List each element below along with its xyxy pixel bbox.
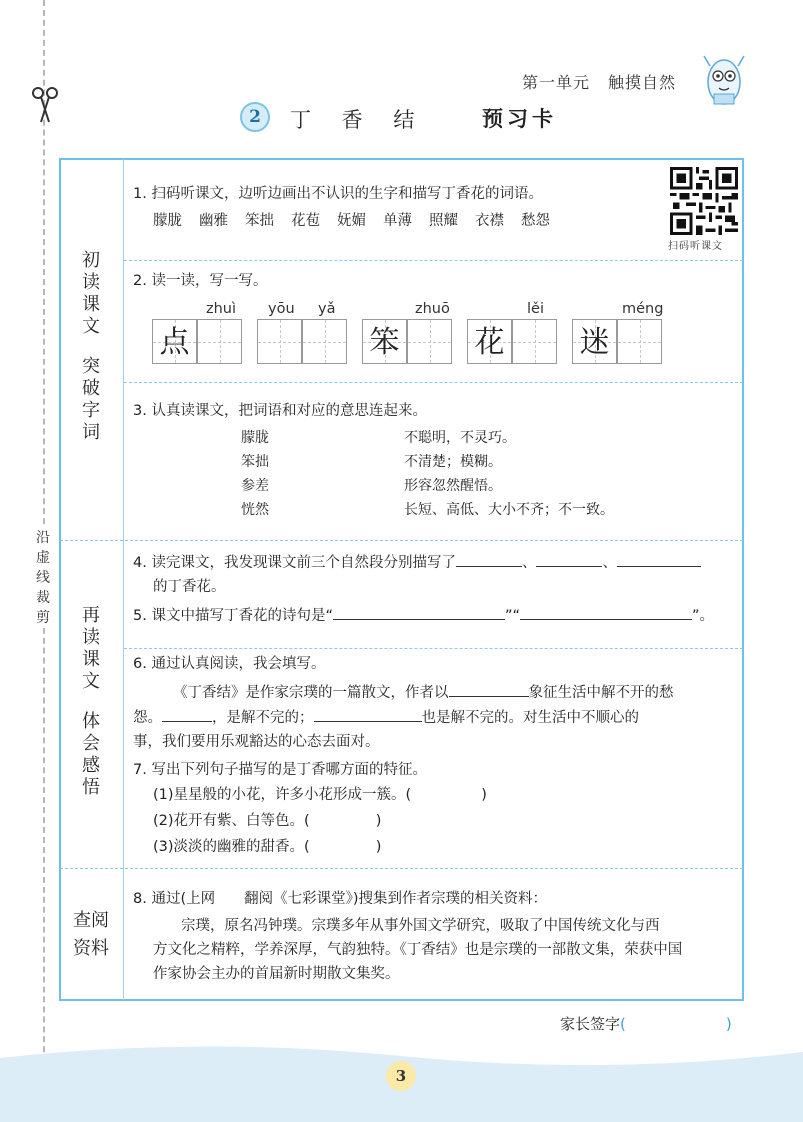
vocab-word: 朦胧 [153,213,182,229]
answer-blank[interactable] [162,705,212,722]
unit-name: 第一单元 [522,73,591,92]
pinyin-label: zhuō [415,301,450,317]
char-write-box[interactable] [617,319,662,364]
match-meaning[interactable]: 形容忽然醒悟。 [404,478,502,494]
section-divider [60,540,743,541]
q6-paragraph: 《丁香结》是作家宗璞的一篇散文，作者以 象征生活中解不开的愁 怨。 ，是解不完的； 也是解不完的。对生活中不顺心的 事，我们要用乐观豁达的心态去面对。 [153,680,737,754]
answer-blank[interactable] [314,705,422,722]
section-label-reread: 再 读 课 文 体 会 感 悟 [82,605,100,798]
scissors-icon [30,84,60,124]
vocab-word: 单薄 [383,213,412,229]
answer-blank[interactable] [520,603,692,620]
q7-item: (1)星星般的小花，许多小花形成一簇。( ) [153,787,487,803]
question-5: 5. 课文中描写丁香花的诗句是“ ”“ ”。 [133,603,714,627]
question-4-continued: 的丁香花。 [153,579,226,595]
match-word[interactable]: 参差 [241,478,269,494]
char-write-box[interactable] [197,319,242,364]
pinyin-label: lěi [527,301,544,317]
answer-blank[interactable] [333,603,505,620]
unit-header [522,70,676,93]
card-title: 预习卡 [482,107,557,131]
q7-item: (2)花开有紫、白等色。( ) [153,813,382,829]
answer-blank[interactable] [617,550,701,567]
qr-label: 扫码听课文 [668,241,723,252]
unit-theme: 触摸自然 [608,73,677,92]
section-label-first-read: 初 读 课 文 突 破 字 词 [82,250,100,443]
vocab-word: 笨拙 [245,213,274,229]
question-4: 4. 读完课文，我发现课文前三个自然段分别描写了 、 、 [133,550,701,574]
vocab-word: 花苞 [291,213,320,229]
q7-item: (3)淡淡的幽雅的甜香。( ) [153,839,382,855]
question-8: 8. 通过(上网 翻阅《七彩课堂》)搜集到作者宗璞的相关资料： [133,891,548,907]
section-divider [60,868,743,869]
question-2: 2. 读一读，写一写。 [133,273,268,289]
lesson-title: 丁 香 结 [290,108,427,132]
question-1: 1. 扫码听课文，边听边画出不认识的生字和描写丁香花的词语。 [133,186,543,202]
pinyin-label: méng [622,301,664,317]
question-6: 6. 通过认真阅读，我会填写。 [133,656,326,672]
char-box: 迷 [572,319,617,364]
match-meaning[interactable]: 不清楚；模糊。 [404,454,502,470]
question-divider [124,382,743,383]
mascot-icon [700,52,748,108]
match-word[interactable]: 恍然 [241,502,269,518]
question-7: 7. 写出下列句子描写的是丁香哪方面的特征。 [133,762,427,778]
char-box: 笨 [362,319,407,364]
qr-code-icon[interactable] [670,167,738,235]
pinyin-label: zhuì [206,301,237,317]
pinyin-label: yōu [268,301,295,317]
match-word[interactable]: 笨拙 [241,454,269,470]
answer-blank[interactable] [536,550,602,567]
char-write-box[interactable] [302,319,347,364]
column-divider [123,159,124,1000]
char-write-box[interactable] [512,319,557,364]
question-3: 3. 认真读课文，把词语和对应的意思连起来。 [133,403,427,419]
answer-blank[interactable] [449,680,529,697]
vocab-word: 照耀 [429,213,458,229]
cut-instruction: 沿 虚 线 裁 剪 [26,528,60,628]
vocab-word: 愁怨 [521,213,550,229]
match-word[interactable]: 朦胧 [241,430,269,446]
pinyin-label: yǎ [318,301,336,317]
vocab-word: 衣襟 [475,213,504,229]
vocab-word: 妩媚 [337,213,366,229]
vocab-word: 幽雅 [199,213,228,229]
question-divider [124,260,743,261]
match-meaning[interactable]: 长短、高低、大小不齐；不一致。 [404,502,614,518]
lesson-number-badge: 2 [240,102,270,132]
section-label-research: 查阅 资料 [73,910,109,959]
answer-blank[interactable] [456,550,522,567]
page-number-badge: 3 [386,1061,416,1091]
parent-signature: 家长签字( ) [560,1015,732,1033]
match-meaning[interactable]: 不聪明，不灵巧。 [404,430,516,446]
q8-paragraph: 宗璞，原名冯钟璞。宗璞多年从事外国文学研究，吸取了中国传统文化与西 方文化之精粹，学养深厚，气韵独特。《丁香结》也是宗璞的一部散文集，荣获中国 作家协会主办的首届新时期散文集奖。 [153,918,683,982]
vocab-word-list [153,210,567,232]
question-divider [124,648,743,649]
char-box: 点 [152,319,197,364]
char-box: 花 [467,319,512,364]
char-write-box[interactable] [407,319,452,364]
char-write-box[interactable] [257,319,302,364]
